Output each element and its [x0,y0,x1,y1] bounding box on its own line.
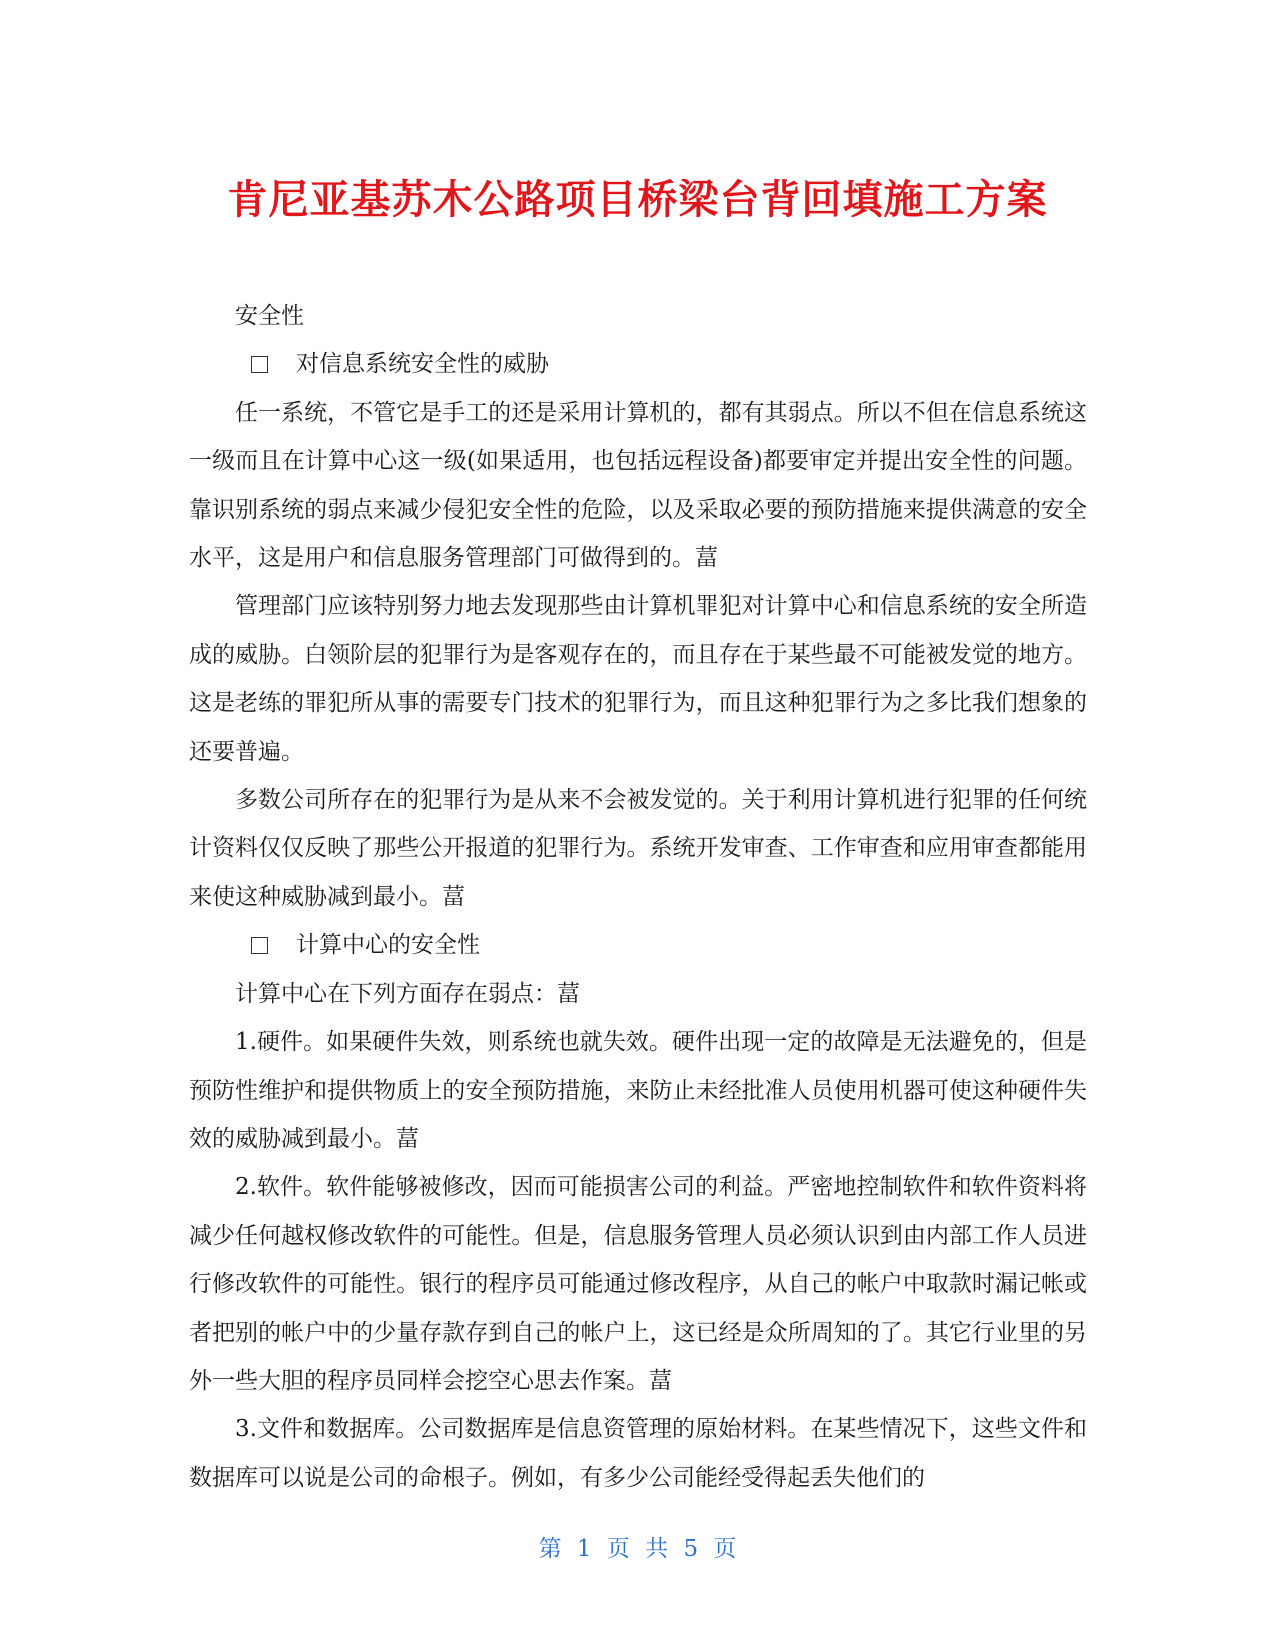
paragraph: 管理部门应该特别努力地去发现那些由计算机罪犯对计算中心和信息系统的安全所造成的威胁。白领阶层的犯罪行为是客观存在的，而且存在于某些最不可能被发觉的地方。这是老练的罪犯所从事的需要专门技术的犯罪行为，而且这种犯罪行为之多比我们想象的还要普遍。 [189,593,1087,765]
paragraph: 3.文件和数据库。公司数据库是信息资管理的原始材料。在某些情况下，这些文件和数据库可以说是公司的命根子。例如，有多少公司能经受得起丢失他们的 [189,1416,1087,1491]
paragraph: 任一系统，不管它是手工的还是采用计算机的，都有其弱点。所以不但在信息系统这一级而且在计算中心这一级(如果适用，也包括远程设备)都要审定并提出安全性的问题。靠识别系统的弱点来减少侵犯安全性的危险，以及采取必要的预防措施来提供满意的安全水平，这是用户和信息服务管理部门可做得到的。葍 [189,399,1087,572]
section-heading: 安全性 [235,303,304,329]
paragraph: 计算中心在下列方面存在弱点：葍 [235,980,580,1007]
bullet-item [189,340,1087,388]
document-title: 肯尼亚基苏木公路项目桥梁台背回填施工方案 [227,177,1048,223]
bullet-item [189,921,1087,969]
document-body [189,292,1087,1502]
paragraph: 多数公司所存在的犯罪行为是从来不会被发觉的。关于利用计算机进行犯罪的任何统计资料仅仅反映了那些公开报道的犯罪行为。系统开发审查、工作审查和应用审查都能用来使这种威胁减到最小。葍 [189,787,1087,910]
bullet-text: 对信息系统安全性的威胁 [296,351,549,378]
checkbox-icon [251,356,268,373]
bullet-text: 计算中心的安全性 [296,932,480,959]
paragraph: 1.硬件。如果硬件失效，则系统也就失效。硬件出现一定的故障是无法避免的，但是预防性维护和提供物质上的安全预防措施，来防止未经批准人员使用机器可使这种硬件失效的威胁减到最小。葍 [189,1029,1087,1152]
paragraph: 2.软件。软件能够被修改，因而可能损害公司的利益。严密地控制软件和软件资料将减少任何越权修改软件的可能性。但是，信息服务管理人员必须认识到由内部工作人员进行修改软件的可能性。银行的程序员可能通过修改程序，从自己的帐户中取款时漏记帐或者把别的帐户中的少量存款存到自己的帐户上，这已经是众所周知的了。其它行业里的另外一些大胆的程序员同样会挖空心思去作案。葍 [189,1174,1087,1394]
page-number: 第 1 页 共 5 页 [538,1536,737,1562]
checkbox-icon [251,937,268,954]
